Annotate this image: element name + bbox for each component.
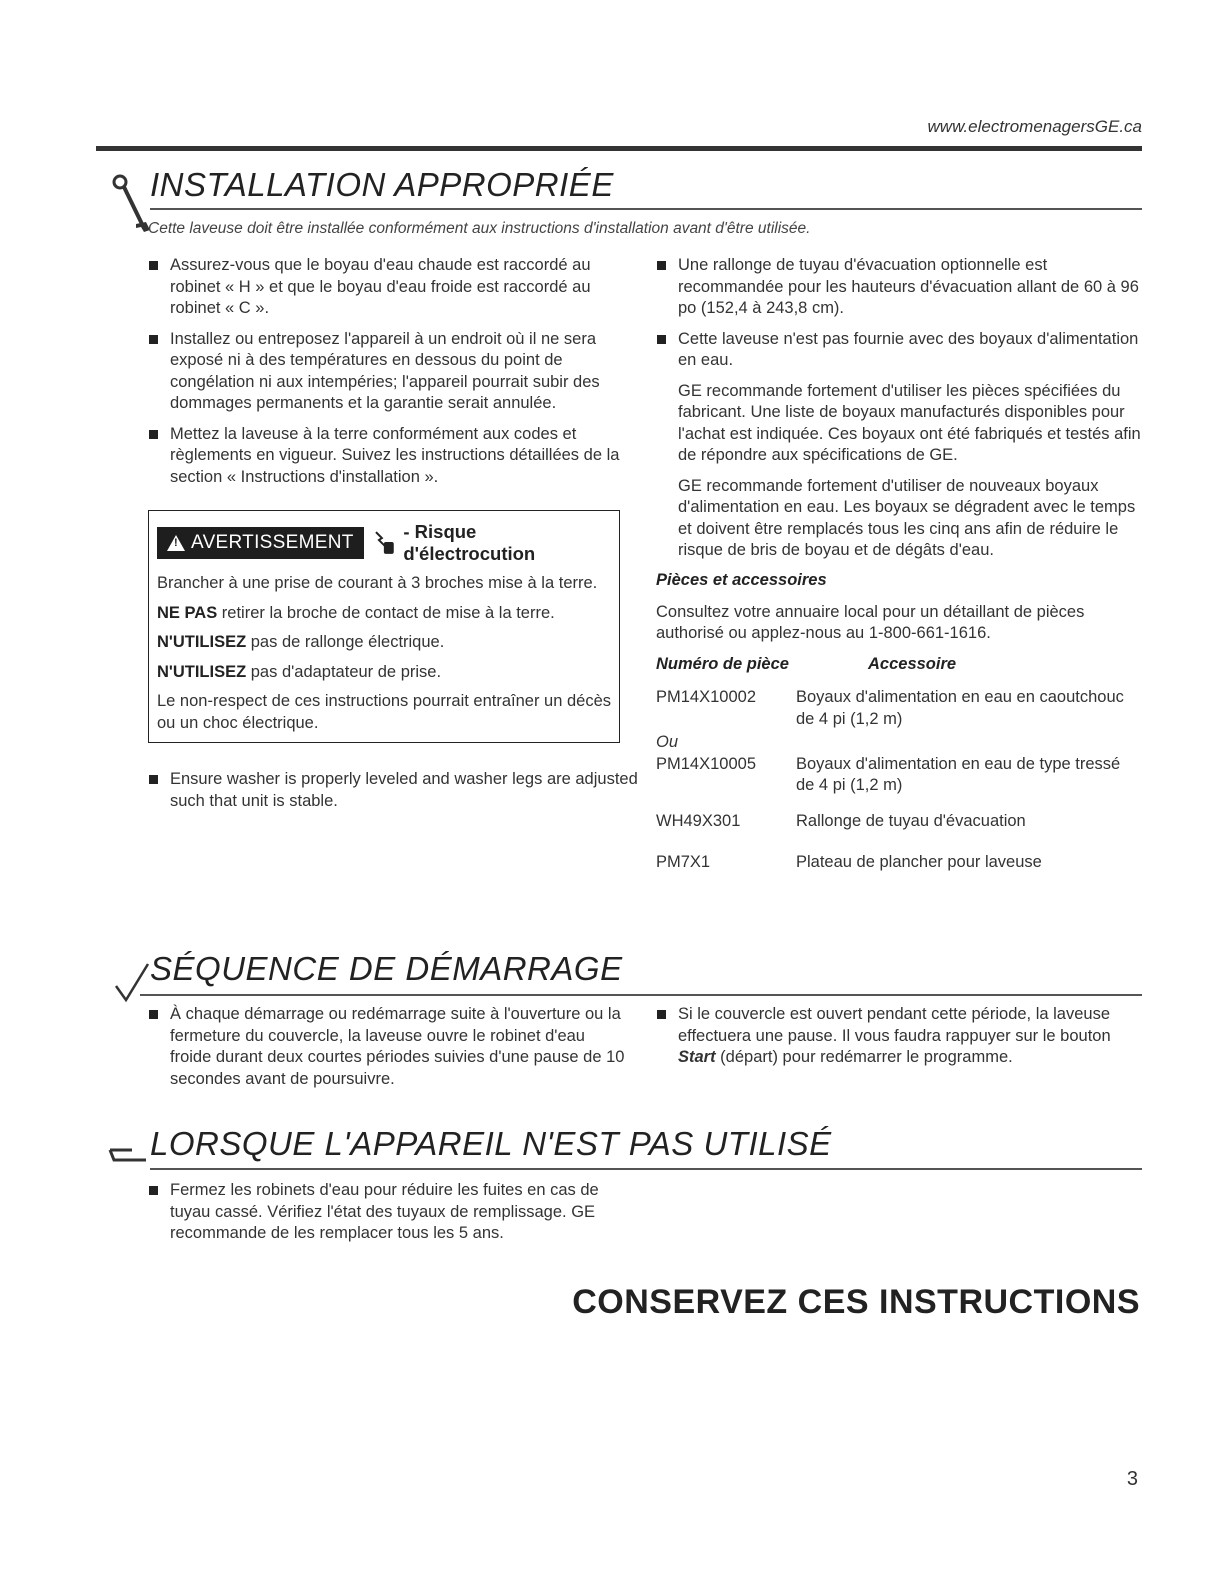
freeze-bullet: Installez ou entreposez l'appareil à un endroit où il ne sera exposé ni à des températures en dessous du point de congélation ni aux intempéries; l'appareil pourrait subir des dommages permanents et la garantie serait annulée. (170, 329, 600, 412)
section-title-not-used: LORSQUE L'APPAREIL N'EST PAS UTILISÉ (150, 1125, 832, 1162)
parts-intro: Consultez votre annuaire local pour un détaillant de pièces authorisé ou applez-nous au 1-800-661-1616. (656, 602, 1085, 642)
hoses-not-included-bullet: Cette laveuse n'est pas fournie avec des boyaux d'alimentation en eau. (678, 329, 1139, 369)
warning-box (148, 510, 620, 743)
warning-line: Le non-respect de ces instructions pourrait entraîner un décès ou un choc électrique. (157, 692, 612, 732)
not-used-column (148, 1180, 638, 1254)
list-item (148, 329, 638, 415)
list-item (656, 255, 1142, 320)
table-row (656, 687, 1142, 730)
save-instructions: CONSERVEZ CES INSTRUCTIONS (572, 1283, 1140, 1321)
warning-line: NE PAS retirer la broche de contact de mise à la terre. (157, 603, 555, 622)
table-row (656, 754, 1142, 797)
col-part-number: Numéro de pièce (656, 654, 789, 673)
warning-label (157, 527, 364, 559)
sequence-left-column (148, 1004, 628, 1099)
not-used-bullet: Fermez les robinets d'eau pour réduire les fuites en cas de tuyau cassé. Vérifiez l'état des tuyaux de remplissage. GE recommande de les remplacer tous les 5 ans. (170, 1181, 599, 1242)
leveled-bullet: Ensure washer is properly leveled and washer legs are adjusted such that unit is stable. (170, 770, 638, 810)
part-accessory: Rallonge de tuyau d'évacuation (796, 811, 1026, 830)
part-number: PM7X1 (656, 853, 711, 871)
list-item (148, 1004, 628, 1090)
installation-subtitle: Cette laveuse doit être installée conformément aux instructions d'installation avant d'être utilisée. (148, 220, 811, 237)
installation-right-column (656, 255, 1142, 886)
part-number: PM14X10005 (656, 754, 756, 773)
installation-left-column (148, 255, 638, 821)
sequence-right-column (656, 1004, 1146, 1078)
not-used-rule (150, 1168, 1142, 1170)
checkmark-icon (112, 962, 152, 1004)
hot-cold-bullet: Assurez-vous que le boyau d'eau chaude est raccordé au robinet « H » et que le boyau d'eau froide est raccordé au robinet « C ». (170, 256, 591, 317)
list-item (148, 255, 638, 320)
parts-heading: Pièces et accessoires (656, 570, 827, 589)
section-title-installation: INSTALLATION APPROPRIÉE (150, 166, 614, 203)
drain-extension-bullet: Une rallonge de tuyau d'évacuation optionnelle est recommandée pour les hauteurs d'évacuation allant de 60 à 96 po (152,4 à 243,8 cm). (678, 256, 1139, 317)
col-accessory: Accessoire (868, 654, 957, 673)
list-item (656, 329, 1142, 372)
faucet-icon (106, 1144, 152, 1176)
list-item (148, 1180, 638, 1245)
warning-risk: - Risque d'électrocution (403, 521, 536, 564)
electric-shock-icon (372, 530, 396, 556)
warning-label-text: AVERTISSEMENT (191, 532, 354, 553)
website-url: www.electromenagersGE.ca (927, 117, 1142, 136)
sequence-rule (140, 994, 1142, 996)
warning-line: Brancher à une prise de courant à 3 broches mise à la terre. (157, 574, 598, 592)
part-accessory: Boyaux d'alimentation en eau de type tressé de 4 pi (1,2 m) (796, 754, 1121, 794)
sequence-left-bullet: À chaque démarrage ou redémarrage suite à l'ouverture ou la fermeture du couvercle, la laveuse ouvre le robinet d'eau froide durant deux courtes périodes suivies d'une pause de 10 secondes avant de poursuivre. (170, 1005, 625, 1088)
list-item: Si le couvercle est ouvert pendant cette période, la laveuse effectuera une pause. Il vous faudra rappuyer sur le bouton Start (départ) pour redémarrer le programme. (656, 1004, 1146, 1069)
top-rule (96, 146, 1142, 151)
or-label: Ou (656, 733, 679, 751)
part-number: WH49X301 (656, 811, 741, 830)
start-button-label: Start (678, 1048, 716, 1066)
page-number: 3 (1126, 1468, 1138, 1490)
warning-line: N'UTILISEZ pas de rallonge électrique. (157, 633, 445, 651)
part-accessory: Boyaux d'alimentation en eau en caoutchouc de 4 pi (1,2 m) (796, 688, 1124, 728)
warning-triangle-icon (167, 535, 185, 551)
ground-bullet: Mettez la laveuse à la terre conformément aux codes et règlements en vigueur. Suivez les instructions détaillées de la section « Instructions d'installation ». (170, 424, 620, 486)
table-row (656, 811, 1142, 833)
parts-table-header (656, 654, 1142, 676)
part-number: PM14X10002 (656, 688, 756, 706)
list-item (148, 424, 638, 489)
installation-rule (150, 208, 1142, 210)
warning-line: N'UTILISEZ pas d'adaptateur de prise. (157, 662, 442, 681)
recommend-paragraph-2: GE recommande fortement d'utiliser de nouveaux boyaux d'alimentation en eau. Les boyaux se dégradent avec le temps et doivent être remplacés tous les cinq ans afin de réduire le risque de bris de boyau et de dégâts d'eau. (678, 476, 1136, 559)
section-title-sequence: SÉQUENCE DE DÉMARRAGE (150, 950, 623, 987)
parts-table (656, 654, 1142, 874)
table-row (656, 852, 1142, 874)
warning-header (157, 521, 611, 565)
recommend-paragraph-1: GE recommande fortement d'utiliser les pièces spécifiées du fabricant. Une liste de boyaux manufacturés disponibles pour l'achat est indiquée. Ces boyaux ont été fabriqués et testés afin de répondre aux spécifications de GE. (678, 381, 1141, 464)
part-accessory: Plateau de plancher pour laveuse (796, 853, 1042, 871)
list-item (148, 769, 638, 812)
